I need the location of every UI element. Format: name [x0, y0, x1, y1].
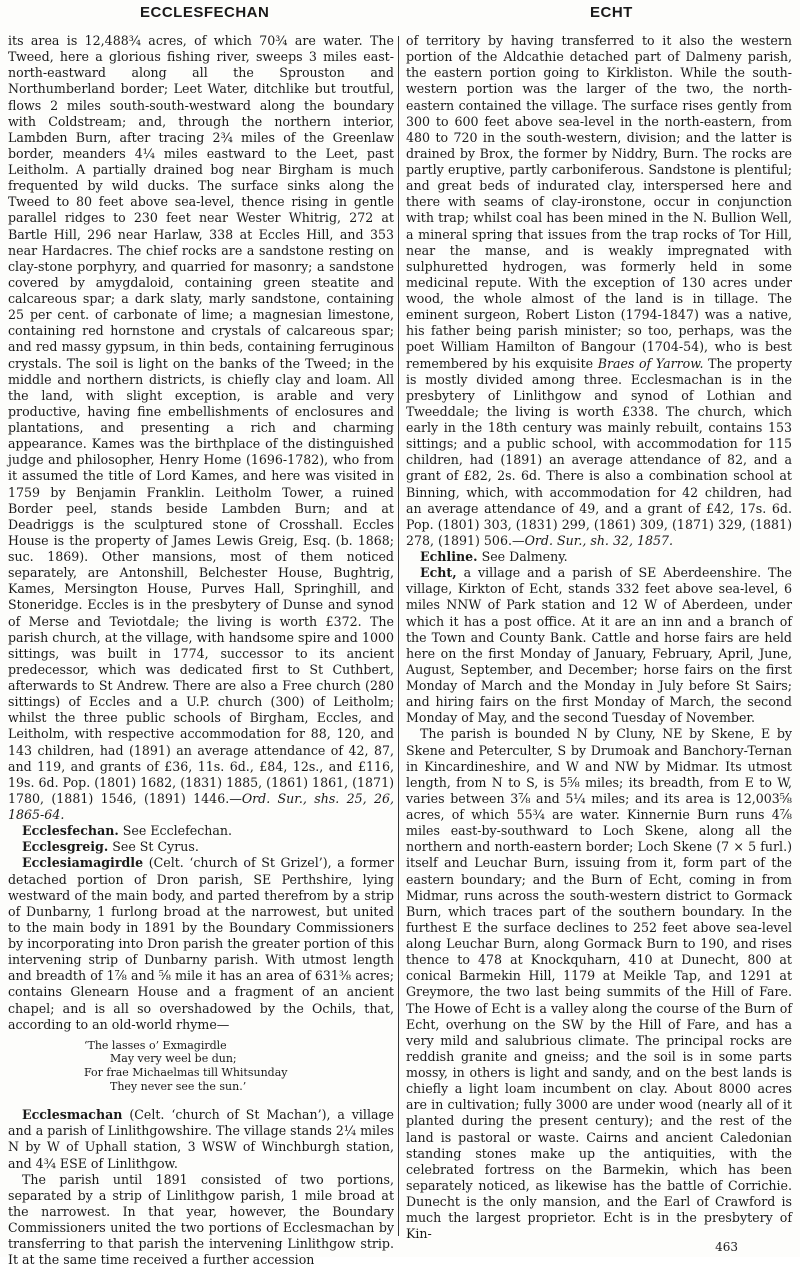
entry-echline [406, 549, 792, 565]
rhyme-line: ‘The lasses o’ Exmagirdle [84, 1038, 227, 1052]
rhyme-line: They never see the sun.’ [110, 1079, 247, 1093]
entry-headword: Ecclesiamagirdle [22, 855, 144, 871]
entry-text: a village and a parish of SE Aberdeenshire. The village, Kirkton of Echt, stands 332 feet above sea-level, 6 miles NNW of Park station and 12 W of Aberdeen, under which it has a post office. At it are an inn and a branch of the Town and County Bank. Cattle and horse fairs are held here on the first Monday of January, February, April, June, August, September, and December; horse fairs on the first Monday of March and the Monday in July before St Sairs; and hiring fairs on the first Monday of March, the second Monday of May, and the second Tuesday of November. [406, 565, 792, 726]
entry-text: The parish until 1891 consisted of two portions, separated by a strip of Linlithgow parish, 1 mile broad at the narrowest. In that year, however, the Boundary Commissioners united the two portions of Ecclesmachan by transferring to that parish the intervening Linlithgow strip. It at the same time received a further accession [8, 1171, 394, 1268]
running-header [10, 4, 790, 30]
entry-text: The parish is bounded N by Cluny, NE by Skene, E by Skene and Peterculter, S by Drumoak and Banchory-Ternan in Kincardineshire, and W and NW by Midmar. Its utmost length, from N to S, is 5⅝ miles; its breadth, from E to W, varies between 3⅞ and 5¼ miles; and its area is 12,003⅝ acres, of which 55¾ are water. Kinnernie Burn runs 4⅞ miles east-by-southward to Loch Skene, along all the northern and north-eastern border; Loch Skene (7 × 5 furl.) itself and Leuchar Burn, issuing from it, form part of the eastern boundary; and the Burn of Echt, coming in from Midmar, runs across the south-western district to Gormack Burn, which traces part of the southern boundary. In the furthest E the surface declines to 252 feet above sea-level along Leuchar Burn, along Gormack Burn to 190, and rises thence to 478 at Knockquharn, 410 at Dunecht, 800 at conical Barmekin Hill, 1179 at Meikle Tap, and 1291 at Greymore, the two last being summits of the Hill of Fare. The Howe of Echt is a valley along the course of the Burn of Echt, overhung on the SW by the Hill of Fare, and has a very mild and salubrious climate. The principal rocks are reddish granite and gneiss; and the soil is in some parts mossy, in others is light and sandy, and on the best lands is chiefly a light loam incumbent on clay. About 8000 acres are in cultivation; fully 3000 are under wood (nearly all of it planted during the present century); and the rest of the land is pastoral or waste. Cairns and ancient Caledonian standing stones make up the antiquities, with the celebrated fortress on the Barmekin, which has been separately noticed, as likewise has the battle of Corrichie. Dunecht is the only mansion, and the Earl of Crawford is much the largest proprietor. Echt is in the presbytery of Kin- [406, 726, 792, 1242]
entry-text: See Dalmeny. [481, 549, 568, 564]
entry-echt [406, 565, 792, 726]
rhyme-line: May very weel be dun; [110, 1052, 237, 1066]
entry-text: of territory by having transferred to it also the western portion of the Aldcathie detached part of Dalmeny parish, the eastern portion going to Kirkliston. While the south-western portion was the larger of the two, the north-eastern contained the village. The surface rises gently from 300 to 600 feet above sea-level in the north-eastern, from 480 to 720 in the south-western, division; and the latter is drained by Brox, the former by Niddry, Burn. The rocks are partly eruptive, partly carboniferous. Sandstone is plentiful; and great beds of indurated clay, interspersed here and there with seams of clay-ironstone, occur in conjunction with trap; whilst coal has been mined in the N. Bullion Well, a mineral spring that issues from the trap rocks of Tor Hill, near the manse, and is weakly impregnated with sulphuretted hydrogen, was formerly held in some medicinal repute. With the exception of 130 acres under wood, the whole almost of the land is in tillage. The eminent surgeon, Robert Liston (1794-1847) was a native, his father being parish minister; so too, perhaps, was the poet William Hamilton of Bangour (1704-54), who is best remembered by his exquisite [406, 33, 792, 371]
entry-ecclesmachan [8, 1107, 394, 1172]
entry-headword: Ecclesfechan. [22, 823, 119, 839]
rhyme-line: For frae Michaelmas till Whitsunday [84, 1065, 288, 1079]
rhyme-quote [84, 1039, 394, 1093]
entry-headword: Echt, [420, 565, 457, 581]
entry-headword: Ecclesmachan [22, 1107, 123, 1123]
entry-text: its area is 12,488¾ acres, of which 70¾ are water. The Tweed, here a glorious fishing river, sweeps 3 miles east-north-eastward along all the Sprouston and Northumberland border; Leet Water, ditchlike but troutful, flows 2 miles south-south-westward along the boundary with Coldstream; and, through the northern interior, Lambden Burn, after tracing 2¾ miles of the Greenlaw border, meanders 4¼ miles eastward to the Leet, past Leitholm. A partially drained bog near Birgham is much frequented by wild ducks. The surface sinks along the Tweed to 80 feet above sea-level, thence rising in gentle parallel ridges to 230 feet near Wester Whitrig, 272 at Bartle Hill, 296 near Harlaw, 338 at Eccles Hill, and 353 near Hardacres. The chief rocks are a sandstone resting on clay-stone porphyry, and quarried for masonry; a sandstone covered by amygdaloid, containing green steatite and calcareous spar; a dark slaty, marly sandstone, containing 25 per cent. of carbonate of lime; a magnesian limestone, containing red hornstone and crystals of calcareous spar; and red massy gypsum, in thin beds, containing ferruginous crystals. The soil is light on the banks of the Tweed; in the middle and northern districts, is chiefly clay and loam. All the land, with slight exception, is arable and very productive, having fine embellishments of enclosures and plantations, and presenting a rich and charming appearance. Kames was the birthplace of the distinguished judge and philosopher, Henry Home (1696-1782), who from it assumed the title of Lord Kames, and here was visited in 1759 by Benjamin Franklin. Leitholm Tower, a ruined Border peel, stands beside Lambden Burn; and at Deadriggs is the sculptured stone of Crosshall. Eccles House is the property of James Lewis Greig, Esq. (b. 1868; suc. 1869). Other mansions, most of them noticed separately, are Antonshill, Belchester House, Bughtrig, Kames, Mersington House, Purves Hall, Springhill, and Stoneridge. Eccles is in the presbytery of Dunse and synod of Merse and Teviotdale; the living is worth £372. The parish church, at the village, with handsome spire and 1000 sittings, was built in 1774, successor to its ancient predecessor, which was dedicated first to St Cuthbert, afterwards to St Andrew. There are also a Free church (280 sittings) of Eccles and a U.P. church (300) of Leitholm; whilst the three public schools of Birgham, Eccles, and Leitholm, with respective accommodation for 88, 120, and 143 children, had (1891) an average attendance of 42, 87, and 119, and grants of £36, 11s. 6d., £84, 12s., and £116, 19s. 6d. Pop. (1801) 1682, (1831) 1885, (1861) 1861, (1871) 1780, (1881) 1546, (1891) 1446.— [8, 33, 394, 806]
entry-ecclesmachan-continued [406, 33, 792, 549]
right-column [406, 33, 792, 1242]
entry-headword: Ecclesgreig. [22, 839, 109, 855]
header-left-title: ECCLESFECHAN [140, 4, 270, 21]
entry-text: (Celt. ‘church of St Machan’), a village and a parish of Linlithgowshire. The village stands 2¼ miles N by W of Uphall station, 3 WSW of Winchburgh station, and 4¾ ESE of Linlithgow. [8, 1107, 394, 1171]
entry-text: See St Cyrus. [112, 839, 199, 855]
entry-text: See Ecclefechan. [122, 823, 233, 839]
entry-ecclesiamagirdle [8, 855, 394, 1032]
entry-ecclesgreig [8, 839, 394, 855]
ordnance-reference: Ord. Sur., sh. 32, 1857. [524, 532, 674, 548]
entry-echt-parish [406, 726, 792, 1242]
poem-title: Braes of Yarrow. [597, 355, 704, 371]
entry-text: (Celt. ‘church of St Grizel’), a former detached portion of Dron parish, SE Perthshire, lying westward of the main body, and parted therefrom by a strip of Dunbarny, 1 furlong broad at the narrowest, but united to the main body in 1891 by the Boundary Commissioners by incorporating into Dron parish the greater portion of this intervening strip of Dunbarny parish. With utmost length and breadth of 1⅞ and ⅝ mile it has an area of 631⅜ acres; contains Glenearn House and a fragment of an ancient chapel; and is all so overshadowed by the Ochils, that, according to an old-world rhyme— [8, 855, 394, 1032]
entry-headword: Echline. [420, 549, 478, 564]
entry-ecclesmachan-parish [8, 1172, 394, 1268]
left-column [8, 33, 394, 1268]
page-number: 463 [715, 1240, 738, 1254]
entry-eccles-continued [8, 33, 394, 823]
ordnance-reference: Ord. Sur., shs. 25, 26, 1865-64. [8, 790, 394, 822]
entry-text: The property is mostly divided among three. Ecclesmachan is in the presbytery of Linlithgow and synod of Lothian and Tweeddale; the living is worth £338. The church, which early in the 18th century was mainly rebuilt, contains 153 sittings; and a public school, with accommodation for 115 children, had (1891) an average attendance of 82, and a grant of £82, 2s. 6d. There is also a combination school at Binning, which, with accommodation for 42 children, had an average attendance of 49, and a grant of £42, 17s. 6d. Pop. (1801) 303, (1831) 299, (1861) 309, (1871) 329, (1881) 278, (1891) 506.— [406, 355, 792, 548]
entry-ecclesfechan [8, 823, 394, 839]
column-divider [398, 36, 399, 1236]
header-right-title: ECHT [590, 4, 633, 21]
